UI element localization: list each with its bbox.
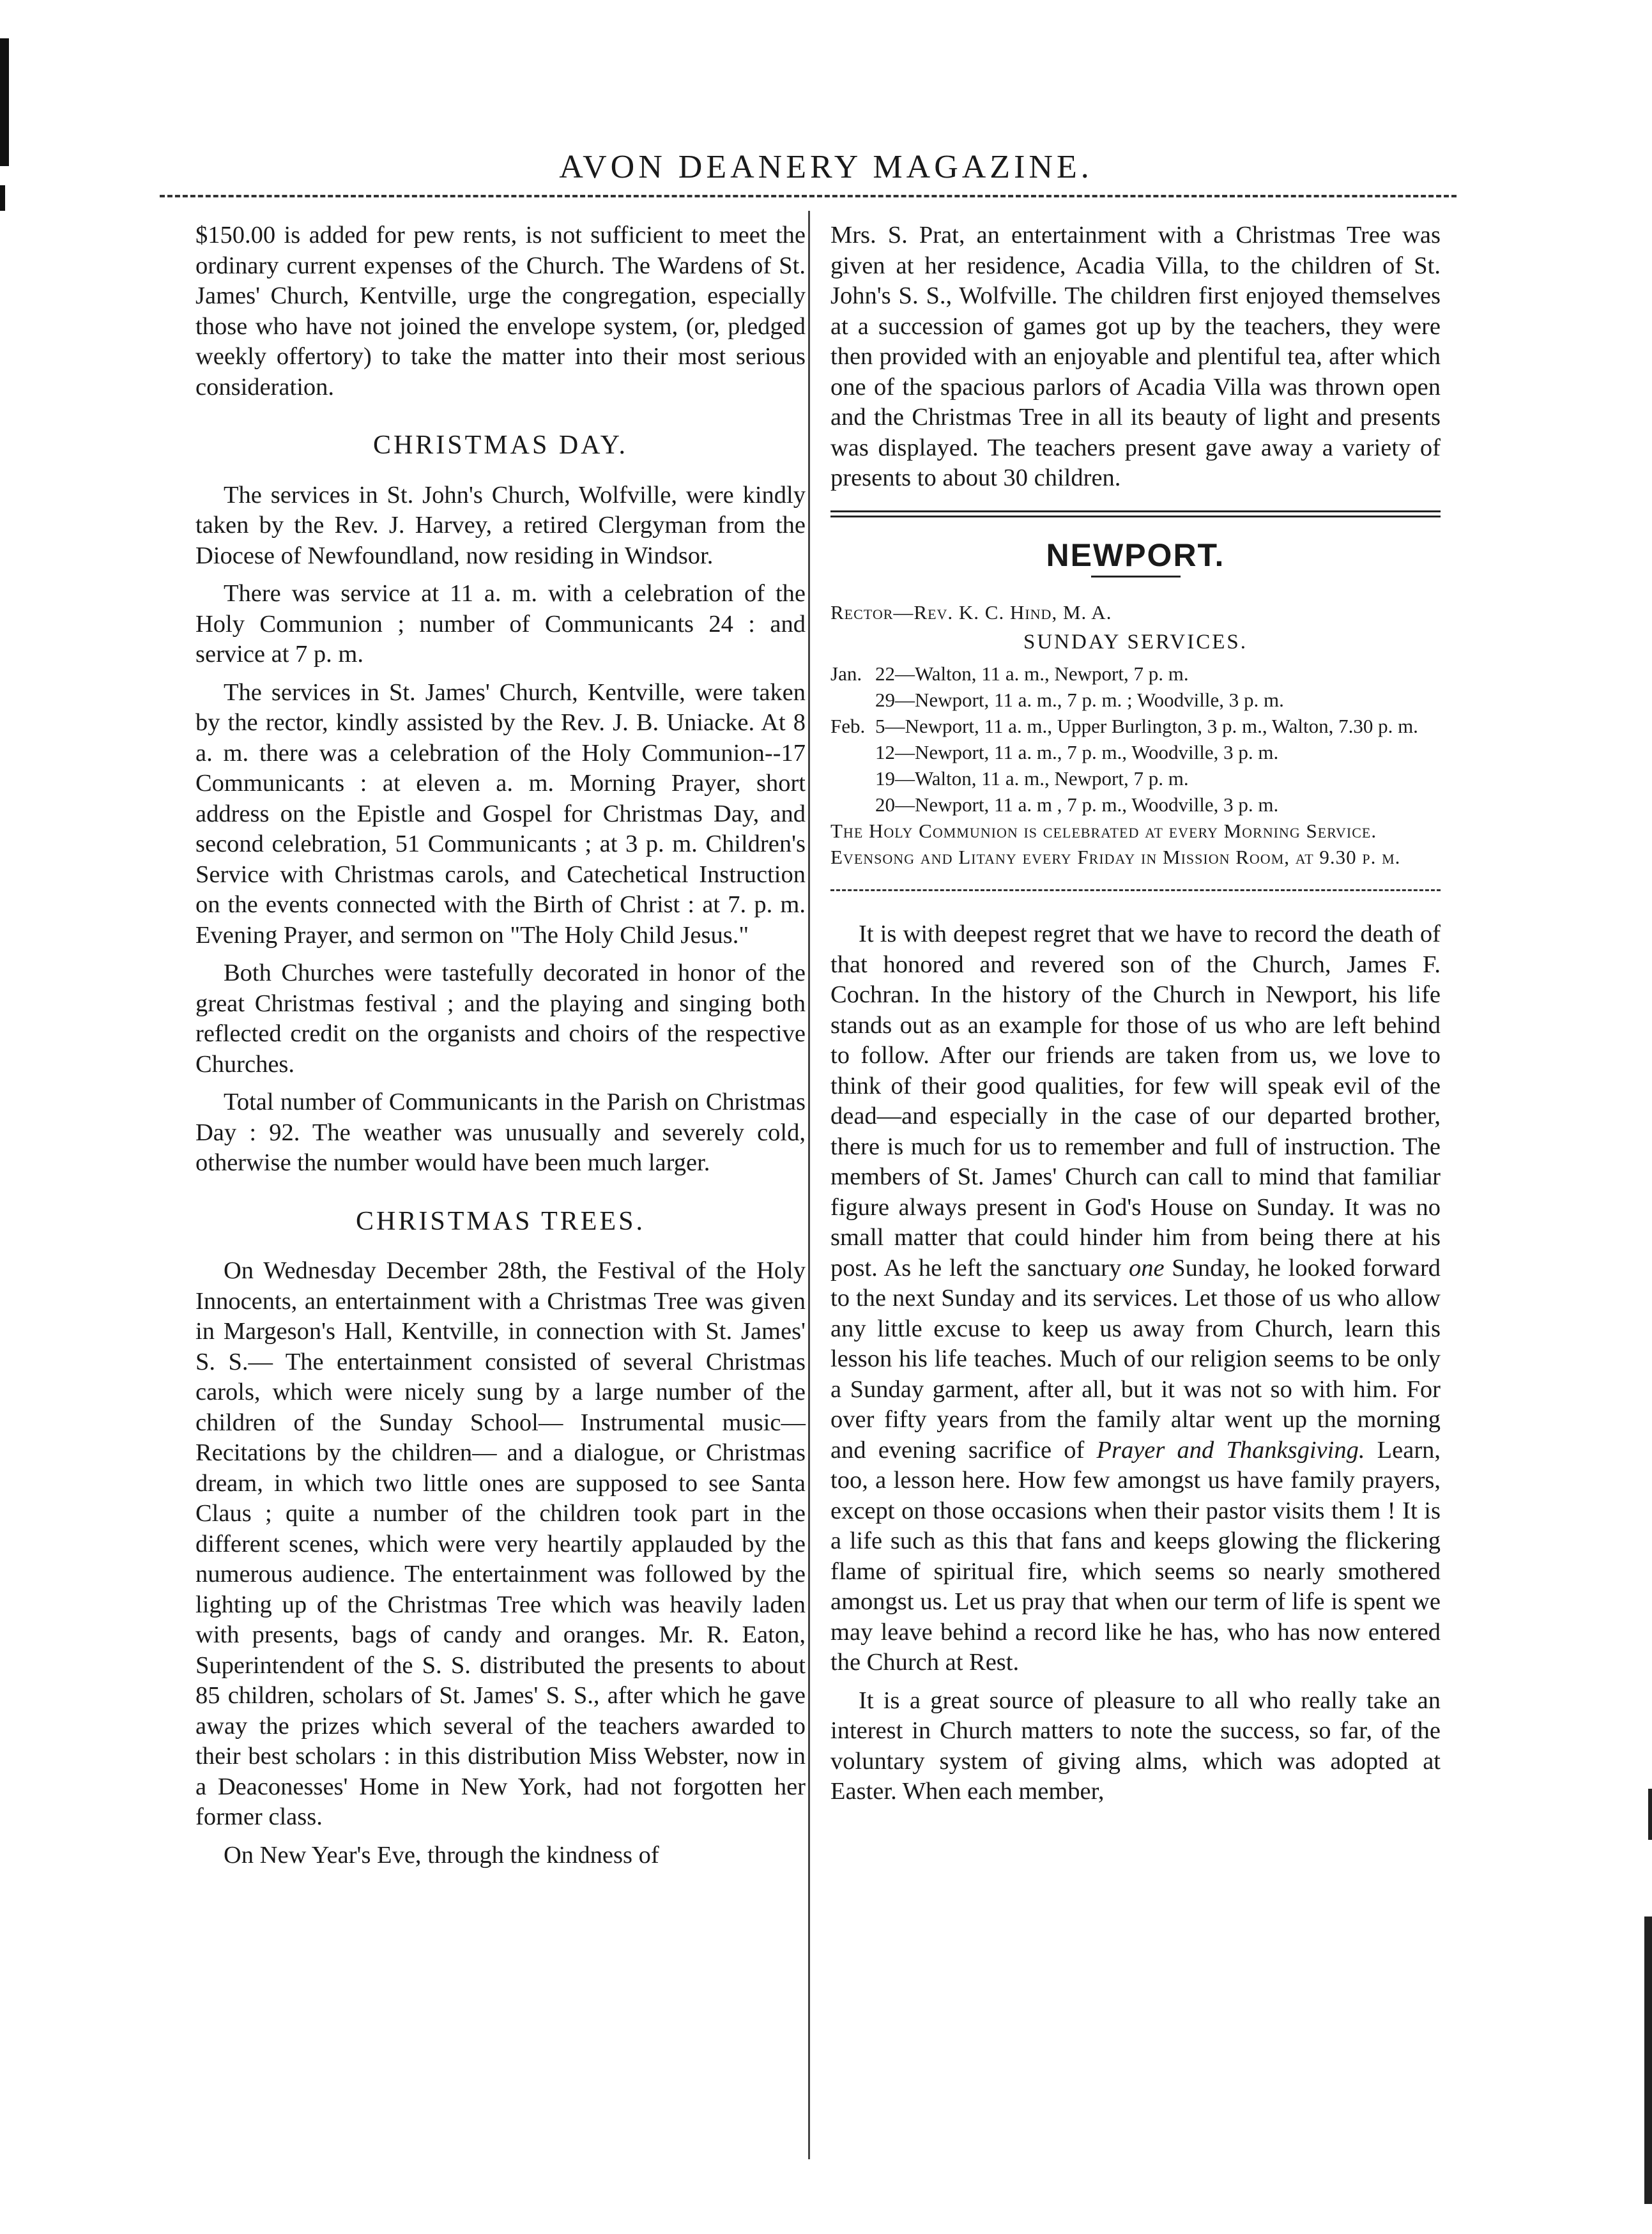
rector-line: Rector—Rev. K. C. Hind, M. A. — [830, 601, 1112, 624]
schedule-row: Jan. 22—Walton, 11 a. m., Newport, 7 p. m. — [830, 662, 1189, 685]
heading-christmas-day: CHRISTMAS DAY. — [372, 431, 629, 460]
paragraph-communion-times: There was service at 11 a. m. with a celebration of the Holy Communion ; number of Communicants 24 : and service at 7 p. m. — [195, 580, 806, 668]
paragraph-cochran-obituary: It is with deepest regret that we have to record the death of that honored and revered son of the Church, James F. Cochran. In the history of the Church in Newport, his life stands out as an example for those of us who are left behind to follow. After our friends are taken from us, we love to think of their good qualities, for few will speak evil of the dead—and especially in the case of our departed brother, there is much for us to remember and full of instruction. The members of St. James' Church can call to mind that familiar figure always present in God's House on Sunday. It was no small matter that could hinder him from being there at his post. As he left the sanctuary one Sunday, he looked forward to the next Sunday and its services. Let those of us who allow any little excuse to keep us away from Church, learn this lesson his life teaches. Much of our religion seems to be only a Sunday garment, after all, but it was not so with him. For over fifty years from the family altar went up the morning and evening sacrifice of Prayer and Thanksgiving. Learn, too, a lesson here. How few amongst us have family prayers, except on those occasions when their pastor visits them ! It is a life such as this that fans and keeps glowing the flickering flame of spiritual fire, which seems so nearly smothered amongst us. Let us pray that when our term of life is spent we may leave behind a record like he has, who has now entered the Church at Rest. — [830, 921, 1441, 1676]
heading-underline — [1091, 576, 1181, 578]
communion-note: The Holy Communion is celebrated at every Morning Service. — [830, 820, 1377, 842]
scan-right-edge — [1642, 1214, 1652, 2234]
column-divider — [808, 211, 810, 2159]
paragraph-wolfville-services: The services in St. John's Church, Wolfville, were kindly taken by the Rev. J. Harvey, a retired Clergyman from the Diocese of Newfoundland, now residing in Windsor. — [195, 481, 806, 569]
schedule-row: 20—Newport, 11 a. m , 7 p. m., Woodville, 3 p. m. — [875, 793, 1279, 816]
paragraph-acadia-villa: Mrs. S. Prat, an entertainment with a Christmas Tree was given at her residence, Acadia Villa, to the children of St. John's S. S., Wolfville. The children first enjoyed themselves at a succession of games got up by the teachers, they were then provided with an enjoyable and plentiful tea, after which one of the spacious parlors of Acadia Villa was thrown open and the Christmas Tree in all its beauty of light and presents was displayed. The teachers present gave away a variety of presents to about 30 children. — [830, 222, 1441, 491]
paragraph-voluntary-alms: It is a great source of pleasure to all who really take an interest in Church matters to note the success, so far, of the voluntary system of giving alms, which was adopted at Easter. When each member, — [830, 1687, 1441, 1805]
heading-newport: NEWPORT. — [1046, 537, 1225, 573]
schedule-row: 29—Newport, 11 a. m., 7 p. m. ; Woodville, 3 p. m. — [875, 689, 1284, 711]
section-rule-dashed — [830, 889, 1441, 891]
evensong-note: Evensong and Litany every Friday in Mission Room, at 9.30 p. m. — [830, 846, 1401, 868]
section-rule — [830, 510, 1441, 517]
schedule-row: Feb. 5—Newport, 11 a. m., Upper Burlington, 3 p. m., Walton, 7.30 p. m. — [830, 715, 1418, 737]
scan-left-edge — [0, 0, 14, 2234]
heading-christmas-trees: CHRISTMAS TREES. — [356, 1206, 645, 1236]
right-column — [830, 220, 1441, 1807]
newport-schedule — [830, 599, 1441, 870]
paragraph-kentville-services: The services in St. James' Church, Kentville, were taken by the rector, kindly assisted by the Rev. J. B. Uniacke. At 8 a. m. there was a celebration of the Holy Communion--17 Communicants : at eleven a. m. Morning Prayer, short address on the Epistle and Gospel for Christmas Day, and second celebration, 51 Communicants ; at 3 p. m. Children's Service with Christmas carols, and Catechetical Instruction on the events connected with the Birth of Christ : at 7. p. m. Evening Prayer, and sermon on "The Holy Child Jesus." — [195, 678, 806, 949]
paragraph-new-years-eve: On New Year's Eve, through the kindness of — [224, 1841, 659, 1869]
masthead-title: AVON DEANERY MAGAZINE. — [559, 149, 1093, 185]
paragraph-decorations: Both Churches were tastefully decorated in honor of the great Christmas festival ; and the playing and singing both reflected credit on the organists and choirs of the respective Churches. — [195, 960, 806, 1078]
left-column — [195, 220, 806, 1871]
schedule-row: 12—Newport, 11 a. m., 7 p. m., Woodville, 3 p. m. — [875, 741, 1279, 763]
schedule-row: 19—Walton, 11 a. m., Newport, 7 p. m. — [875, 767, 1189, 790]
masthead-rule — [160, 195, 1457, 197]
paragraph-pew-rents: $150.00 is added for pew rents, is not sufficient to meet the ordinary current expenses of the Church. The Wardens of St. James' Church, Kentville, urge the congregation, especially those who have not joined the envelope system, (or, pledged weekly offertory) to take the matter into their most serious consideration. — [195, 222, 806, 401]
sunday-services-heading: SUNDAY SERVICES. — [1023, 631, 1248, 654]
paragraph-holy-innocents-entertainment: On Wednesday December 28th, the Festival of the Holy Innocents, an entertainment with a Christmas Tree was given in Margeson's Hall, Kentville, in connection with St. James' S. S.— The entertainment consisted of several Christmas carols, which were nicely sung by a large number of the children of the Sunday School— Instrumental music—Recitations by the children— and a dialogue, or Christmas dream, in which two little ones are supposed to see Santa Claus ; quite a number of the children took part in the different scenes, which were very heartily applauded by the numerous audience. The entertainment was followed by the lighting up of the Christmas Tree which was heavily laden with presents, bags of candy and oranges. Mr. R. Eaton, Superintendent of the S. S. distributed the presents to about 85 children, scholars of St. James' S. S., after which he gave away the prizes which several of the teachers awarded to their best scholars : in this distribution Miss Webster, now in a Deaconesses' Home in New York, had not forgotten her former class. — [195, 1257, 806, 1830]
paragraph-communicant-total: Total number of Communicants in the Parish on Christmas Day : 92. The weather was unusually and severely cold, otherwise the number would have been much larger. — [195, 1089, 806, 1176]
